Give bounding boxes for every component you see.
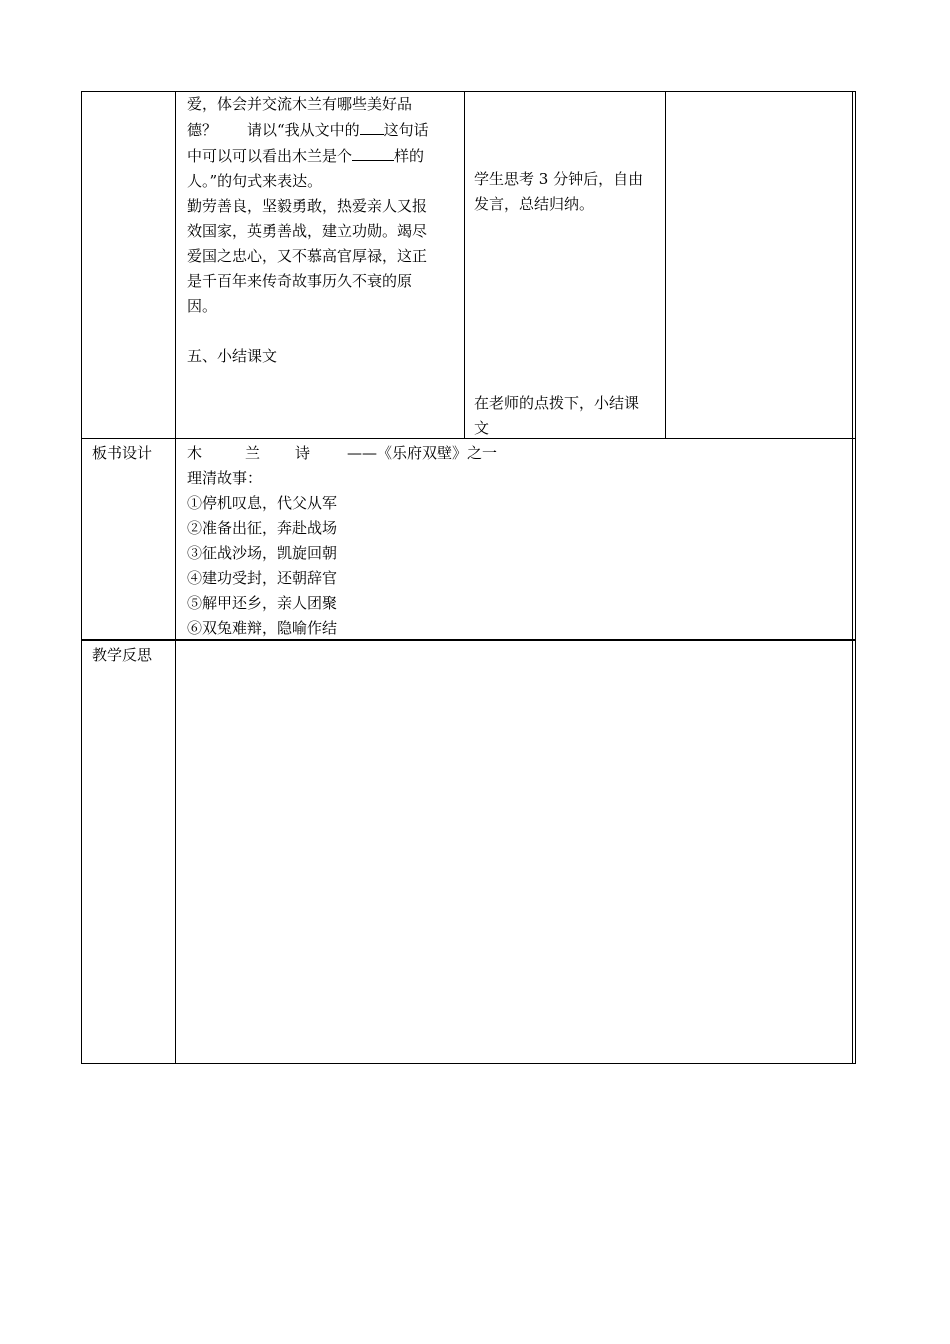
table-right-border xyxy=(852,91,853,1064)
table-col-divider-content xyxy=(464,91,465,439)
board-title-char: 诗 xyxy=(295,444,311,462)
content-line: 效国家，英勇善战，建立功勋。竭尽 xyxy=(187,222,428,240)
board-title-char: 兰 xyxy=(245,444,261,462)
board-subtitle: ——《乐府双壁》之一 xyxy=(347,444,498,462)
table-right-border-outer xyxy=(855,91,856,1064)
content-line: 爱，体会并交流木兰有哪些美好品 xyxy=(187,95,413,113)
reflection-cell xyxy=(187,643,847,1058)
content-line: 人。”的句式来表达。 xyxy=(187,172,323,190)
table-bottom-border xyxy=(81,1063,855,1064)
content-line: 中可以可以看出木兰是个 样的 xyxy=(187,143,459,169)
board-item: ⑤解甲还乡，亲人团聚 xyxy=(187,594,338,612)
table-col-divider-label xyxy=(175,91,176,1064)
fill-blank xyxy=(360,117,384,135)
table-col-divider-student xyxy=(665,91,666,439)
board-intro: 理清故事： xyxy=(187,469,263,487)
teaching-content-cell xyxy=(187,92,459,369)
board-item: ④建功受封，还朝辞官 xyxy=(187,569,338,587)
student-activity-cell-2 xyxy=(474,391,662,441)
section-heading: 五、小结课文 xyxy=(187,347,278,365)
content-line: 是千百年来传奇故事历久不衰的原 xyxy=(187,272,413,290)
board-item: ①停机叹息，代父从军 xyxy=(187,494,338,512)
board-item: ②准备出征，奔赴战场 xyxy=(187,519,338,537)
content-line: 因。 xyxy=(187,297,218,315)
table-left-border xyxy=(81,91,82,1064)
activity-line: 发言，总结归纳。 xyxy=(474,195,595,213)
student-activity-cell-1 xyxy=(474,167,662,217)
table-row-divider-1 xyxy=(81,438,855,439)
fill-blank xyxy=(352,143,394,161)
content-line: 勤劳善良，坚毅勇敢，热爱亲人又报 xyxy=(187,197,428,215)
board-design-cell xyxy=(187,441,847,641)
activity-line: 学生思考 3 分钟后，自由 xyxy=(474,170,644,188)
reflection-label: 教学反思 xyxy=(92,646,153,664)
blank-line xyxy=(187,319,459,344)
board-design-label: 板书设计 xyxy=(92,444,153,462)
content-line: 爱国之忠心，又不慕高官厚禄，这正 xyxy=(187,247,428,265)
activity-line: 文 xyxy=(474,419,490,437)
board-item: ⑥双兔难辩，隐喻作结 xyxy=(187,619,338,637)
board-title-char: 木 xyxy=(187,444,203,462)
board-item: ③征战沙场，凯旋回朝 xyxy=(187,544,338,562)
activity-line: 在老师的点拨下，小结课 xyxy=(474,394,640,412)
content-line: 德？ 请以“我从文中的 这句话 xyxy=(187,117,459,143)
board-title-line xyxy=(187,441,847,466)
